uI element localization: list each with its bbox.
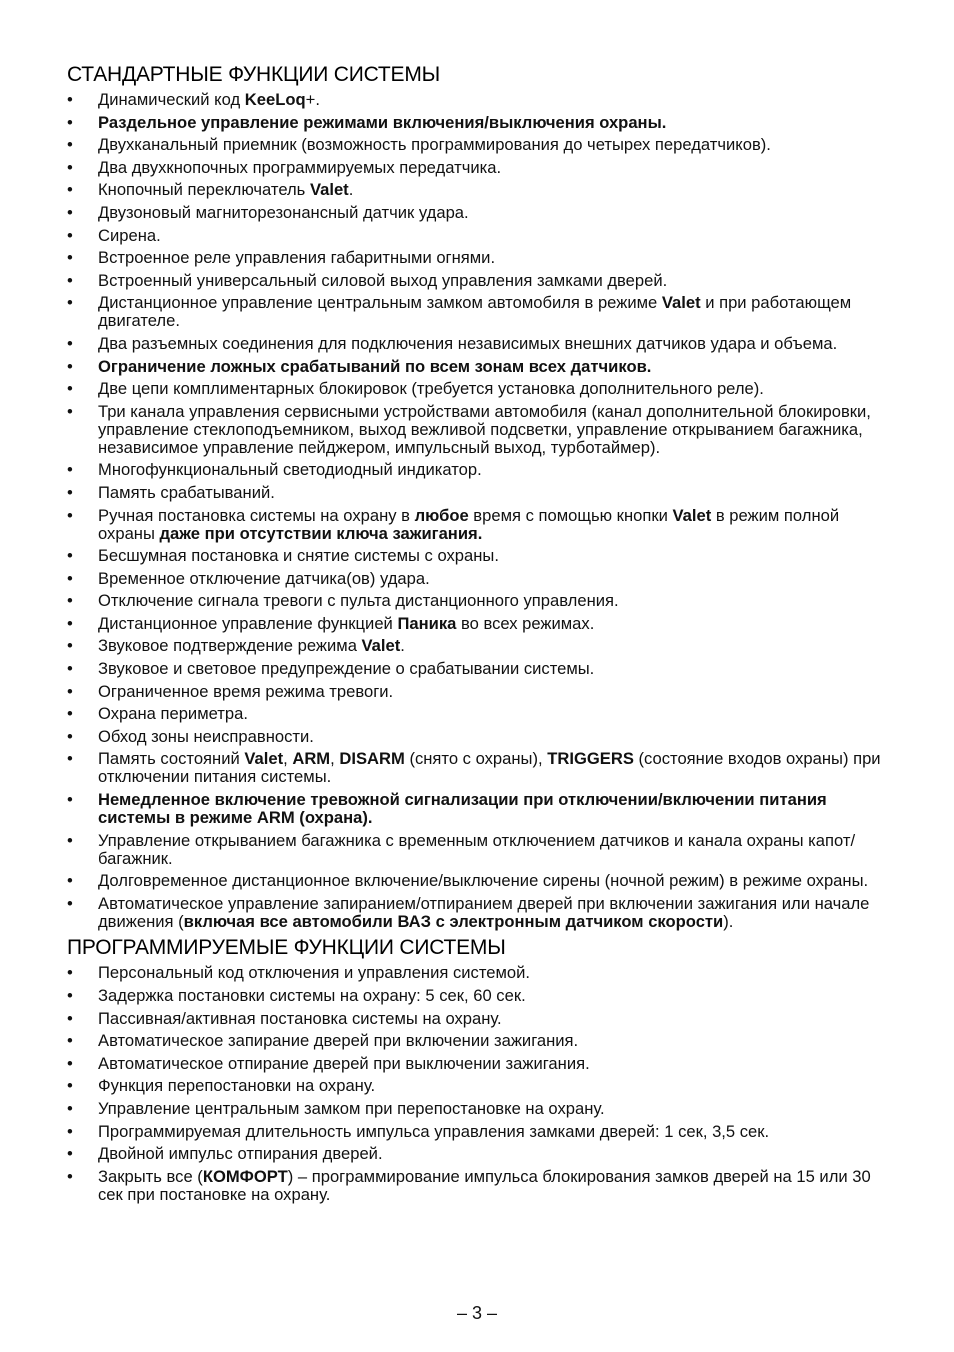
item-text: Два двухкнопочных программируемых передатчика.	[98, 157, 502, 177]
list-item	[67, 895, 897, 931]
bullet-icon: •	[67, 613, 73, 633]
list-item	[67, 791, 897, 827]
list-item	[67, 1032, 897, 1050]
item-text: Встроенный универсальный силовой выход управления замками дверей.	[98, 270, 668, 290]
item-text: Управление центральным замком при перепостановке на охрану.	[98, 1098, 605, 1118]
bold-text: Valet	[672, 505, 712, 525]
item-text: Память состояний	[98, 749, 245, 769]
section-title-programmable: ПРОГРАММИРУЕМЫЕ ФУНКЦИИ СИСТЕМЫ	[67, 936, 506, 960]
list-item	[67, 272, 897, 290]
document-page	[67, 62, 897, 1208]
bold-text: Паника	[397, 613, 457, 633]
list-item	[67, 114, 897, 132]
item-text: Охрана периметра.	[98, 704, 248, 724]
item-text: ).	[723, 911, 734, 931]
bullet-icon: •	[67, 893, 73, 913]
list-item	[67, 660, 897, 678]
item-text: (снято с охраны),	[404, 749, 548, 769]
item-text: Дистанционное управление функцией	[98, 613, 398, 633]
bullet-icon: •	[67, 270, 73, 290]
bullet-icon: •	[67, 460, 73, 480]
bold-text: Valet	[361, 636, 401, 656]
bullet-icon: •	[67, 704, 73, 724]
bullet-icon: •	[67, 963, 73, 983]
bullet-icon: •	[67, 636, 73, 656]
item-text: Динамический код	[98, 90, 245, 109]
item-text: Управление открыванием багажника с временным отключением датчиков и канала охраны капот/багажник.	[98, 830, 856, 868]
list-item	[67, 964, 897, 982]
bullet-icon: •	[67, 1121, 73, 1141]
bold-text: TRIGGERS	[547, 749, 634, 769]
bold-text: КОМФОРТ	[202, 1166, 288, 1186]
list-item	[67, 1010, 897, 1028]
item-text: Бесшумная постановка и снятие системы с охраны.	[98, 546, 499, 566]
bullet-icon: •	[67, 135, 73, 155]
bullet-icon: •	[67, 790, 73, 810]
item-text: Временное отключение датчика(ов) удара.	[98, 568, 430, 588]
bullet-icon: •	[67, 202, 73, 222]
bold-text: любое	[414, 505, 469, 525]
bullet-icon: •	[67, 568, 73, 588]
list-item	[67, 592, 897, 610]
item-text: Три канала управления сервисными устройствами автомобиля (канал дополнительной блокировки, управление стеклоподъемником, выход вежливой подсветки, управление открыванием багажника, независимое управление пейджером, импульсный выход, турботаймер).	[98, 401, 871, 457]
item-text: Отключение сигнала тревоги с пульта дистанционного управления.	[98, 591, 619, 611]
bullet-icon: •	[67, 379, 73, 399]
item-text: Звуковое и световое предупреждение о срабатывании системы.	[98, 659, 595, 679]
bold-text: Немедленное включение тревожной сигнализации при отключении/включении питания системы в режиме ARM (охрана).	[98, 790, 827, 828]
item-text: (состояние входов охраны) при отключении питания системы.	[98, 749, 881, 787]
list-item	[67, 1145, 897, 1163]
list-item	[67, 403, 897, 457]
list-item	[67, 91, 897, 109]
bold-text: DISARM	[339, 749, 405, 769]
item-text: Автоматическое запирание дверей при включении зажигания.	[98, 1031, 579, 1051]
item-text: Персональный код отключения и управления системой.	[98, 963, 530, 983]
item-text: Функция перепостановки на охрану.	[98, 1076, 376, 1096]
item-text: время с помощью кнопки	[468, 505, 673, 525]
bullet-icon: •	[67, 482, 73, 502]
bold-text: Valet	[661, 293, 701, 313]
item-text: Дистанционное управление центральным замком автомобиля в режиме	[98, 293, 662, 313]
list-item	[67, 705, 897, 723]
bullet-icon: •	[67, 1076, 73, 1096]
list-item	[67, 637, 897, 655]
bullet-icon: •	[67, 333, 73, 353]
list-item	[67, 872, 897, 890]
item-text: ,	[330, 749, 340, 769]
item-text: Память срабатываний.	[98, 482, 275, 502]
bullet-icon: •	[67, 505, 73, 525]
item-text: Два разъемных соединения для подключения независимых внешних датчиков удара и объема.	[98, 333, 838, 353]
bold-text: ARM	[292, 749, 331, 769]
item-text: Двухканальный приемник (возможность программирования до четырех передатчиков).	[98, 135, 771, 155]
list-item	[67, 728, 897, 746]
bold-text: KeeLoq	[244, 90, 306, 109]
item-text: Двузоновый магниторезонансный датчик удара.	[98, 202, 469, 222]
item-text: Программируемая длительность импульса управления замками дверей: 1 сек, 3,5 сек.	[98, 1121, 770, 1141]
bold-text: Valet	[244, 749, 284, 769]
list-item	[67, 380, 897, 398]
standard-functions-list	[67, 91, 897, 931]
bullet-icon: •	[67, 90, 73, 109]
item-text: Ограниченное время режима тревоги.	[98, 681, 394, 701]
bullet-icon: •	[67, 225, 73, 245]
bullet-icon: •	[67, 356, 73, 376]
list-item	[67, 987, 897, 1005]
bullet-icon: •	[67, 726, 73, 746]
bold-text: Раздельное управление режимами включения/выключения охраны.	[98, 112, 667, 132]
bullet-icon: •	[67, 1053, 73, 1073]
list-item	[67, 1055, 897, 1073]
bullet-icon: •	[67, 1098, 73, 1118]
list-item	[67, 227, 897, 245]
bullet-icon: •	[67, 293, 73, 313]
list-item	[67, 249, 897, 267]
bullet-icon: •	[67, 871, 73, 891]
list-item	[67, 683, 897, 701]
list-item	[67, 750, 897, 786]
page-number: – 3 –	[456, 1303, 498, 1323]
bullet-icon: •	[67, 1008, 73, 1028]
item-text: Многофункциональный светодиодный индикатор.	[98, 460, 482, 480]
bullet-icon: •	[67, 157, 73, 177]
list-item	[67, 335, 897, 353]
item-text: во всех режимах.	[456, 613, 595, 633]
list-item	[67, 1168, 897, 1204]
item-text: ) – программирование импульса блокирования замков дверей на 15 или 30 сек при постановке на охрану.	[98, 1166, 871, 1204]
bold-text: Ограничение ложных срабатываний по всем зонам всех датчиков.	[98, 356, 652, 376]
list-item	[67, 1077, 897, 1095]
list-item	[67, 507, 897, 543]
bullet-icon: •	[67, 681, 73, 701]
bold-text: Valet	[309, 180, 349, 200]
bullet-icon: •	[67, 1031, 73, 1051]
bullet-icon: •	[67, 248, 73, 268]
item-text: Ручная постановка системы на охрану в	[98, 505, 415, 525]
bold-text: включая все автомобили ВАЗ с электронным датчиком скорости	[183, 911, 724, 931]
bullet-icon: •	[67, 180, 73, 200]
list-item	[67, 832, 897, 868]
item-text: Кнопочный переключатель	[98, 180, 310, 200]
list-item	[67, 294, 897, 330]
list-item	[67, 1123, 897, 1141]
bullet-icon: •	[67, 546, 73, 566]
bullet-icon: •	[67, 986, 73, 1005]
list-item	[67, 570, 897, 588]
list-item	[67, 547, 897, 565]
bullet-icon: •	[67, 1144, 73, 1164]
item-text: .	[348, 180, 354, 200]
item-text: Закрыть все (	[98, 1166, 203, 1186]
list-item	[67, 358, 897, 376]
item-text: Обход зоны неисправности.	[98, 726, 314, 746]
list-item	[67, 181, 897, 199]
bullet-icon: •	[67, 830, 73, 850]
item-text: Двойной импульс отпирания дверей.	[98, 1144, 383, 1164]
item-text: Задержка постановки системы на охрану: 5 сек, 60 сек.	[98, 986, 526, 1005]
item-text: и при работающем двигателе.	[98, 293, 852, 331]
bullet-icon: •	[67, 749, 73, 769]
bullet-icon: •	[67, 1166, 73, 1186]
item-text: Звуковое подтверждение режима	[98, 636, 362, 656]
list-item	[67, 136, 897, 154]
programmable-functions-list	[67, 964, 897, 1203]
item-text: Автоматическое отпирание дверей при выключении зажигания.	[98, 1053, 590, 1073]
item-text: Автоматическое управление запиранием/отпиранием дверей при включении зажигания или начале движения (	[98, 893, 870, 931]
item-text: Две цепи комплиментарных блокировок (требуется установка дополнительного реле).	[98, 379, 764, 399]
list-item	[67, 204, 897, 222]
item-text: Сирена.	[98, 225, 161, 245]
item-text: Встроенное реле управления габаритными огнями.	[98, 248, 496, 268]
bullet-icon: •	[67, 112, 73, 132]
list-item	[67, 615, 897, 633]
list-item	[67, 484, 897, 502]
item-text: ,	[283, 749, 293, 769]
list-item	[67, 461, 897, 479]
item-text: .	[400, 636, 405, 656]
item-text: Долговременное дистанционное включение/выключение сирены (ночной режим) в режиме охраны.	[98, 871, 869, 891]
bullet-icon: •	[67, 591, 73, 611]
item-text: +.	[305, 90, 320, 109]
bullet-icon: •	[67, 401, 73, 421]
item-text: в режим полной охраны	[98, 505, 840, 543]
bold-text: даже при отсутствии ключа зажигания.	[159, 523, 483, 543]
section-title-standard: СТАНДАРТНЫЕ ФУНКЦИИ СИСТЕМЫ	[67, 63, 441, 86]
list-item	[67, 159, 897, 177]
list-item	[67, 1100, 897, 1118]
bullet-icon: •	[67, 659, 73, 679]
item-text: Пассивная/активная постановка системы на охрану.	[98, 1008, 502, 1028]
